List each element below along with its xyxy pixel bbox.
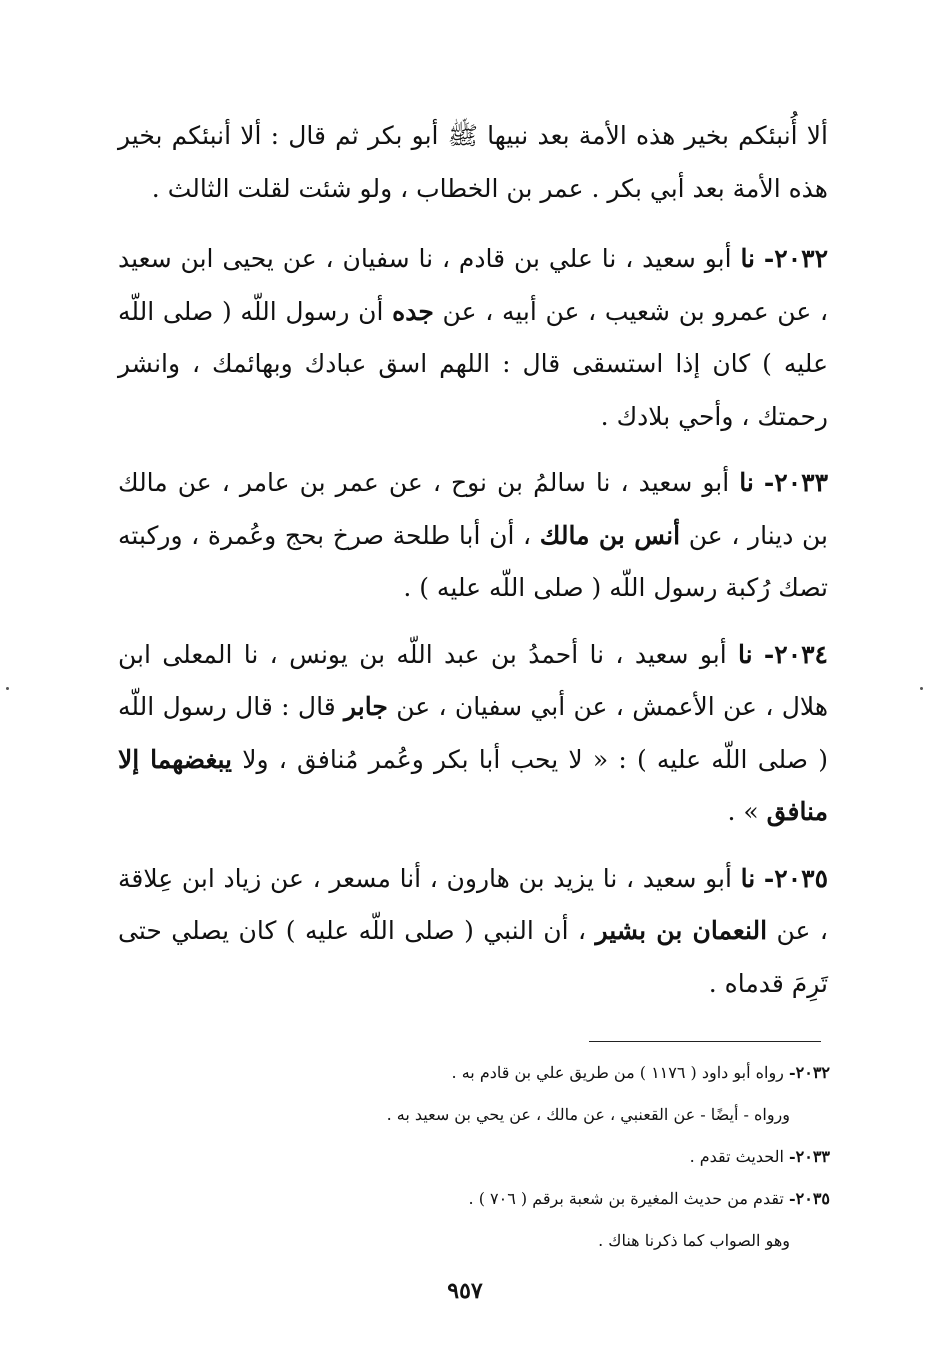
narrator-name: أنس بن مالك bbox=[539, 520, 681, 550]
hadith-text: أبو سعيد ، نا علي بن قادم ، نا سفيان ، عن يحيى ابن سعيد ، عن عمرو بن شعيب ، عن أبيه ، عن bbox=[118, 244, 829, 326]
footnote-2032-continuation bbox=[260, 1104, 830, 1126]
footnote-number: ٢٠٣٥- bbox=[788, 1189, 830, 1208]
scan-speck bbox=[6, 687, 9, 690]
hadith-prefix: نا bbox=[739, 468, 754, 497]
footnote-number: ٢٠٣٣- bbox=[788, 1147, 830, 1166]
hadith-text: أبو سعيد ، نا أحمدُ بن عبد اللّه بن يونس ، نا المعلى ابن هلال ، عن الأعمش ، عن أبي سفيان ، عن bbox=[118, 639, 829, 721]
hadith-number: ٢٠٣٢- bbox=[763, 244, 829, 273]
narrator-name: النعمان بن بشير bbox=[595, 916, 768, 945]
footnote-2032 bbox=[260, 1062, 830, 1084]
main-text-block bbox=[118, 110, 828, 1024]
footnote-divider bbox=[589, 1041, 821, 1042]
narrator-name: جده bbox=[392, 296, 434, 326]
hadith-2034 bbox=[118, 629, 828, 839]
hadith-2035 bbox=[118, 853, 828, 1011]
footnote-text: تقدم من حديث المغيرة بن شعبة برقم ( ٧٠٦ ) . bbox=[468, 1189, 784, 1208]
hadith-text: أبو سعيد ، نا سالمُ بن نوح ، عن عمر بن عامر ، عن مالك بن دينار ، عن bbox=[118, 468, 829, 550]
hadith-emphasis: يبغضهما إلا منافق bbox=[118, 744, 828, 826]
hadith-number: ٢٠٣٤- bbox=[763, 639, 828, 669]
footnote-number: ٢٠٣٢- bbox=[788, 1063, 830, 1082]
footnote-2035-continuation bbox=[260, 1230, 830, 1252]
hadith-prefix: نا bbox=[740, 244, 756, 273]
footnote-2035 bbox=[260, 1188, 830, 1210]
hadith-text: أبو سعيد ، نا يزيد بن هارون ، أنا مسعر ، عن زياد ابن عِلاقة ، عن bbox=[118, 863, 828, 945]
hadith-prefix: نا bbox=[737, 639, 753, 669]
scan-speck bbox=[920, 687, 923, 690]
footnote-2033 bbox=[260, 1146, 830, 1168]
footnote-text: الحديث تقدم . bbox=[689, 1147, 784, 1166]
hadith-text: أن رسول اللّه ( صلى اللّه عليه ) كان إذا استسقى قال : اللهم اسق عبادك وبهائمك ، وانشر رحمتك ، وأحي بلادك . bbox=[118, 296, 828, 431]
hadith-2033 bbox=[118, 457, 828, 615]
footnote-text: ورواه - أيضًا - عن القعنبي ، عن مالك ، عن يحي بن سعيد به . bbox=[386, 1105, 790, 1124]
footnotes bbox=[260, 1062, 830, 1272]
footnote-text: رواه أبو داود ( ١١٧٦ ) من طريق علي بن قادم به . bbox=[451, 1063, 784, 1082]
hadith-prefix: نا bbox=[740, 863, 756, 893]
hadith-2032 bbox=[118, 233, 828, 443]
hadith-text: قال : قال رسول اللّه ( صلى اللّه عليه ) : « لا يحب أبا بكر وعُمر مُنافق ، ولا bbox=[118, 692, 828, 774]
intro-paragraph bbox=[118, 110, 828, 215]
hadith-number: ٢٠٣٥- bbox=[763, 863, 828, 893]
footnote-text: وهو الصواب كما ذكرنا هناك . bbox=[598, 1231, 790, 1250]
narrator-name: جابر bbox=[344, 692, 388, 721]
hadith-number: ٢٠٣٣- bbox=[763, 468, 828, 497]
hadith-text: ، أن أبا طلحة صرخ بحج وعُمرة ، وركبته تصك رُكبة رسول اللّه ( صلى اللّه عليه ) . bbox=[118, 520, 828, 602]
intro-text: ألا أُنبئكم بخير هذه الأمة بعد نبيها ﷺ أبو بكر ثم قال : ألا أنبئكم بخير هذه الأمة بعد أبي بكر . عمر بن الخطاب ، ولو شئت لقلت الثالث . bbox=[118, 121, 828, 203]
page-number: ٩٥٧ bbox=[447, 1278, 483, 1304]
hadith-text: » . bbox=[727, 797, 759, 826]
hadith-text: ، أن النبي ( صلى اللّه عليه ) كان يصلي حتى تَرِمَ قدماه . bbox=[118, 916, 828, 998]
